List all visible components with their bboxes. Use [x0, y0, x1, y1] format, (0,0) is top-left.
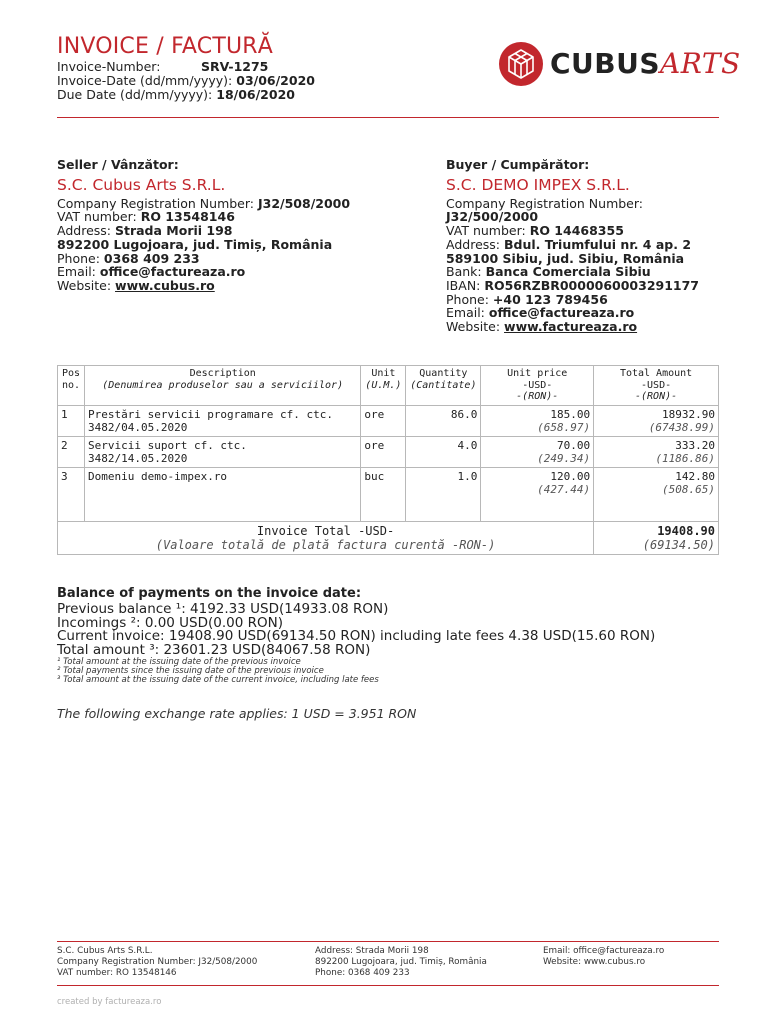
footer-company-name: S.C. Cubus Arts S.R.L.: [57, 946, 153, 956]
logo-wordmark: [550, 47, 741, 80]
buyer-iban-label: IBAN:: [446, 277, 481, 293]
company-logo: [498, 41, 741, 87]
seller-website-link[interactable]: www.cubus.ro: [115, 277, 215, 293]
seller-heading: Seller / Vânzător:: [57, 157, 179, 172]
buyer-bank-label: Bank:: [446, 264, 482, 280]
cube-logo-icon: [498, 41, 544, 87]
seller-reg-label: Company Registration Number:: [57, 195, 254, 211]
seller-phone: 0368 409 233: [103, 250, 200, 266]
buyer-email-label: Email:: [446, 305, 485, 321]
logo-text-arts: ARTS: [660, 47, 741, 80]
row-unit: buc: [361, 467, 406, 521]
buyer-vat: RO 14468355: [529, 223, 624, 239]
buyer-name: S.C. DEMO IMPEX S.R.L.: [446, 175, 630, 194]
footer-divider-top: [57, 941, 719, 942]
buyer-phone: +40 123 789456: [492, 291, 608, 307]
buyer-block: [446, 158, 736, 334]
invoice-number-label: Invoice-Number:: [57, 59, 161, 74]
buyer-website-link[interactable]: www.factureaza.ro: [504, 319, 638, 335]
col-header-unit: Unit (U.M.): [361, 366, 406, 406]
invoice-meta: [57, 60, 315, 102]
col-header-pos: Pos no.: [58, 366, 85, 406]
seller-reg: J32/508/2000: [257, 195, 351, 211]
buyer-reg: J32/500/2000: [446, 209, 539, 225]
footer-company-vat: VAT number: RO 13548146: [57, 968, 177, 978]
footer-col-company: [57, 946, 257, 979]
invoice-title: INVOICE / FACTURĂ: [57, 34, 274, 59]
balance-previous: Previous balance ¹: 4192.33 USD(14933.08 RON): [57, 600, 389, 617]
balance-incomings: Incomings ²: 0.00 USD(0.00 RON): [57, 614, 284, 631]
seller-name: S.C. Cubus Arts S.R.L.: [57, 175, 226, 194]
due-date: 18/06/2020: [216, 87, 295, 102]
footer-email: Email: office@factureaza.ro: [543, 946, 665, 956]
footer-company-reg: Company Registration Number: J32/508/2000: [57, 957, 258, 967]
footnote-1: ¹ Total amount at the issuing date of the previous invoice: [57, 656, 301, 667]
footer-address2: 892200 Lugojoara, jud. Timiș, România: [315, 957, 487, 967]
row-description: Servicii suport cf. ctc. 3482/14.05.2020: [84, 436, 360, 467]
buyer-address1: Bdul. Triumfului nr. 4 ap. 2: [503, 236, 692, 252]
row-unit-price: 120.00 (427.44): [481, 467, 594, 521]
footer-phone: Phone: 0368 409 233: [315, 968, 410, 978]
row-quantity: 86.0: [406, 405, 481, 436]
exchange-rate-note: The following exchange rate applies: 1 USD = 3.951 RON: [57, 706, 417, 721]
logo-text-cubus: CUBUS: [550, 47, 661, 80]
buyer-phone-label: Phone:: [446, 291, 489, 307]
footnote-2: ² Total payments since the issuing date of the previous invoice: [57, 665, 324, 676]
col-header-unit-price: Unit price -USD- -(RON)-: [481, 366, 594, 406]
seller-email: office@factureaza.ro: [99, 264, 246, 280]
footer-col-contact: [543, 946, 664, 968]
seller-address-label: Address:: [57, 223, 111, 239]
balance-total: Total amount ³: 23601.23 USD(84067.58 RON): [57, 642, 371, 659]
row-total: 142.80 (508.65): [594, 467, 719, 521]
row-description: Domeniu demo-impex.ro: [84, 467, 360, 521]
col-header-description: Description (Denumirea produselor sau a serviciilor): [84, 366, 360, 406]
seller-address1: Strada Morii 198: [114, 223, 233, 239]
balance-heading: Balance of payments on the invoice date:: [57, 586, 362, 601]
buyer-address-label: Address:: [446, 236, 500, 252]
buyer-vat-label: VAT number:: [446, 223, 526, 239]
buyer-address2: 589100 Sibiu, jud. Sibiu, România: [446, 250, 685, 266]
buyer-email: office@factureaza.ro: [488, 305, 635, 321]
col-header-quantity: Quantity (Cantitate): [406, 366, 481, 406]
row-pos: 1: [58, 405, 85, 436]
row-unit: ore: [361, 405, 406, 436]
balance-current: Current invoice: 19408.90 USD(69134.50 RON) including late fees 4.38 USD(15.60 RON): [57, 628, 656, 645]
due-date-label: Due Date (dd/mm/yyyy):: [57, 87, 213, 102]
seller-address2: 892200 Lugojoara, jud. Timiș, România: [57, 236, 333, 252]
invoice-date: 03/06/2020: [236, 73, 315, 88]
row-quantity: 4.0: [406, 436, 481, 467]
row-pos: 3: [58, 467, 85, 521]
invoice-number: SRV-1275: [201, 59, 269, 74]
seller-vat-label: VAT number:: [57, 209, 137, 225]
seller-vat: RO 13548146: [140, 209, 235, 225]
row-unit: ore: [361, 436, 406, 467]
row-unit-price: 70.00 (249.34): [481, 436, 594, 467]
row-pos: 2: [58, 436, 85, 467]
footer-website: Website: www.cubus.ro: [543, 957, 646, 967]
buyer-iban: RO56RZBR0000060003291177: [484, 277, 700, 293]
table-row: [58, 405, 719, 436]
buyer-bank: Banca Comerciala Sibiu: [485, 264, 651, 280]
footnote-3: ³ Total amount at the issuing date of the current invoice, including late fees: [57, 674, 379, 685]
table-header-row: [58, 366, 719, 406]
row-quantity: 1.0: [406, 467, 481, 521]
invoice-date-label: Invoice-Date (dd/mm/yyyy):: [57, 73, 233, 88]
created-by-note: created by factureaza.ro: [57, 997, 162, 1007]
seller-website-label: Website:: [57, 277, 112, 293]
invoice-items-table: [57, 365, 719, 555]
col-header-total: Total Amount -USD- -(RON)-: [594, 366, 719, 406]
seller-block: [57, 158, 427, 293]
row-unit-price: 185.00 (658.97): [481, 405, 594, 436]
invoice-total-label: Invoice Total -USD- (Valoare totală de plată factura curentă -RON-): [58, 521, 594, 554]
table-row: [58, 467, 719, 521]
footer-col-address: [315, 946, 487, 979]
buyer-website-label: Website:: [446, 319, 501, 335]
table-row: [58, 436, 719, 467]
buyer-reg-label: Company Registration Number:: [446, 195, 643, 211]
header-divider: [57, 117, 719, 118]
footer-divider-bottom: [57, 985, 719, 986]
buyer-heading: Buyer / Cumpărător:: [446, 157, 590, 172]
row-total: 333.20 (1186.86): [594, 436, 719, 467]
row-description: Prestări servicii programare cf. ctc. 3482/04.05.2020: [84, 405, 360, 436]
balance-section: [57, 587, 655, 685]
invoice-total-value: 19408.90 (69134.50): [594, 521, 719, 554]
row-total: 18932.90 (67438.99): [594, 405, 719, 436]
seller-phone-label: Phone:: [57, 250, 100, 266]
footer-address1: Address: Strada Morii 198: [315, 946, 429, 956]
seller-email-label: Email:: [57, 264, 96, 280]
table-total-row: [58, 521, 719, 554]
